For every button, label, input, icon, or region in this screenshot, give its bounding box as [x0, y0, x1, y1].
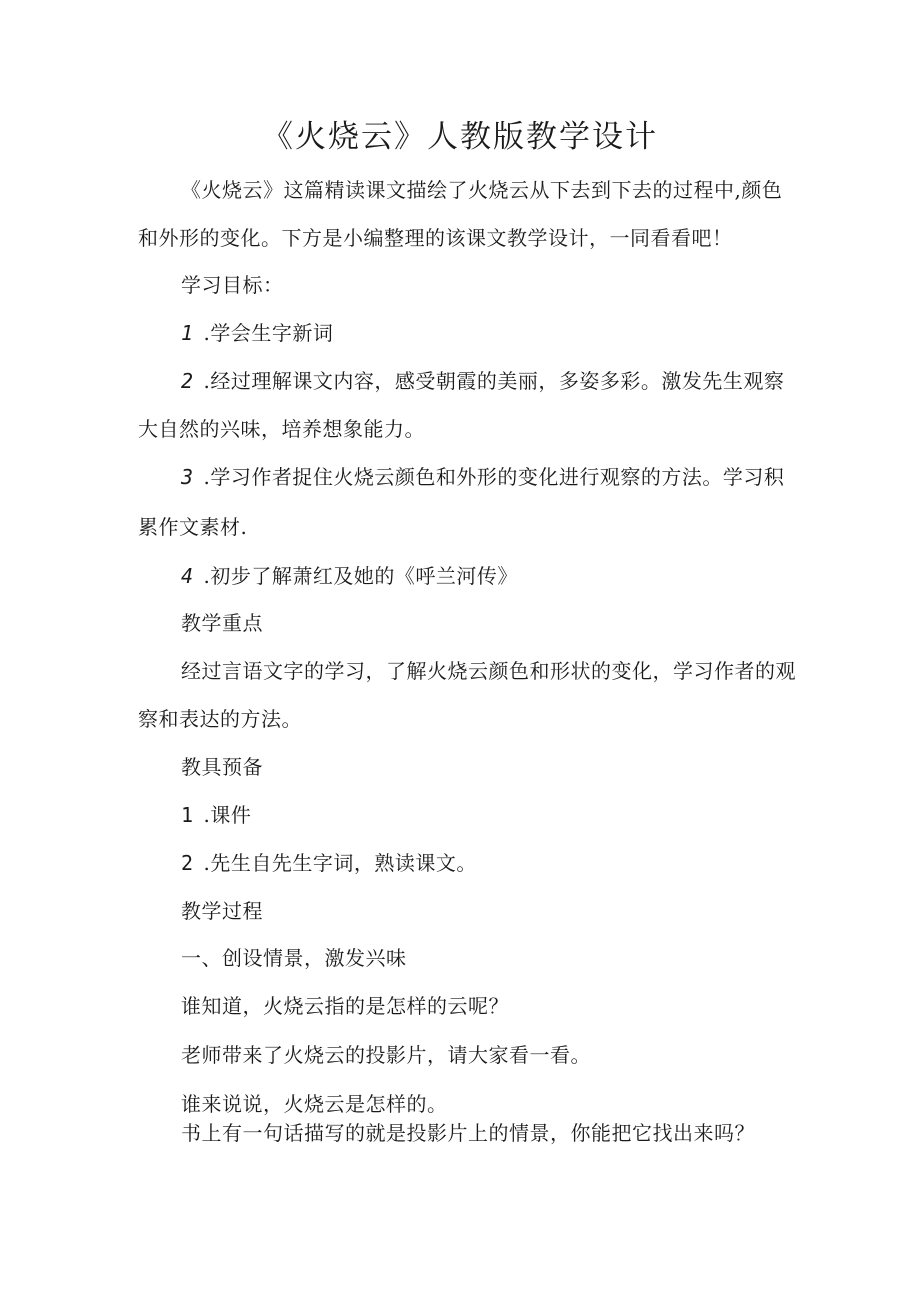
focus-line-2: 察和表达的方法。	[138, 707, 302, 731]
prep-item-1-text: .课件	[203, 803, 252, 827]
prep-item-1	[181, 800, 251, 830]
question-3: 谁来说说，火烧云是怎样的。	[181, 1092, 448, 1116]
prep-item-2	[181, 848, 477, 878]
objective-3-text: .学习作者捉住火烧云颜色和外形的变化进行观察的方法。学习积	[203, 465, 785, 489]
intro-line-2: 和外形的变化。下方是小编整理的该课文教学设计，一同看看吧！	[138, 226, 733, 250]
objective-2-line-2: 大自然的兴味，培养想象能力。	[138, 417, 425, 441]
intro-line-1: 《火烧云》这篇精读课文描绘了火烧云从下去到下去的过程中,颜色	[181, 178, 783, 202]
objectives-heading: 学习目标：	[181, 273, 284, 297]
prep-heading: 教具预备	[181, 755, 263, 779]
objective-4-text: .初步了解萧红及她的《呼兰河传》	[203, 564, 518, 588]
objective-2-line-1	[181, 366, 784, 396]
objective-3-line-2: 累作文素材.	[138, 515, 248, 539]
prep-item-1-number: 1	[181, 803, 194, 827]
objective-4	[181, 561, 518, 591]
document-title: 《火烧云》人教版教学设计	[262, 119, 658, 155]
prep-item-2-number: 2	[181, 851, 194, 875]
objective-2-text: .经过理解课文内容，感受朝霞的美丽，多姿多彩。激发先生观察	[203, 369, 785, 393]
focus-line-1: 经过言语文字的学习，了解火烧云颜色和形状的变化，学习作者的观	[181, 659, 796, 683]
objective-1	[181, 318, 333, 348]
objective-3-line-1	[181, 462, 784, 492]
step-1-heading: 一、创设情景，激发兴味	[181, 946, 407, 970]
objective-2-number: 2	[181, 369, 194, 393]
question-4: 书上有一句话描写的就是投影片上的情景，你能把它找出来吗？	[181, 1121, 755, 1145]
question-1: 谁知道，火烧云指的是怎样的云呢？	[181, 994, 509, 1018]
objective-1-text: .学会生字新词	[203, 321, 334, 345]
question-2: 老师带来了火烧云的投影片，请大家看一看。	[181, 1043, 591, 1067]
objective-1-number: 1	[181, 321, 194, 345]
objective-3-number: 3	[181, 465, 194, 489]
focus-heading: 教学重点	[181, 611, 263, 635]
prep-item-2-text: .先生自先生字词，熟读课文。	[203, 851, 477, 875]
objective-4-number: 4	[181, 564, 194, 588]
process-heading: 教学过程	[181, 899, 263, 923]
